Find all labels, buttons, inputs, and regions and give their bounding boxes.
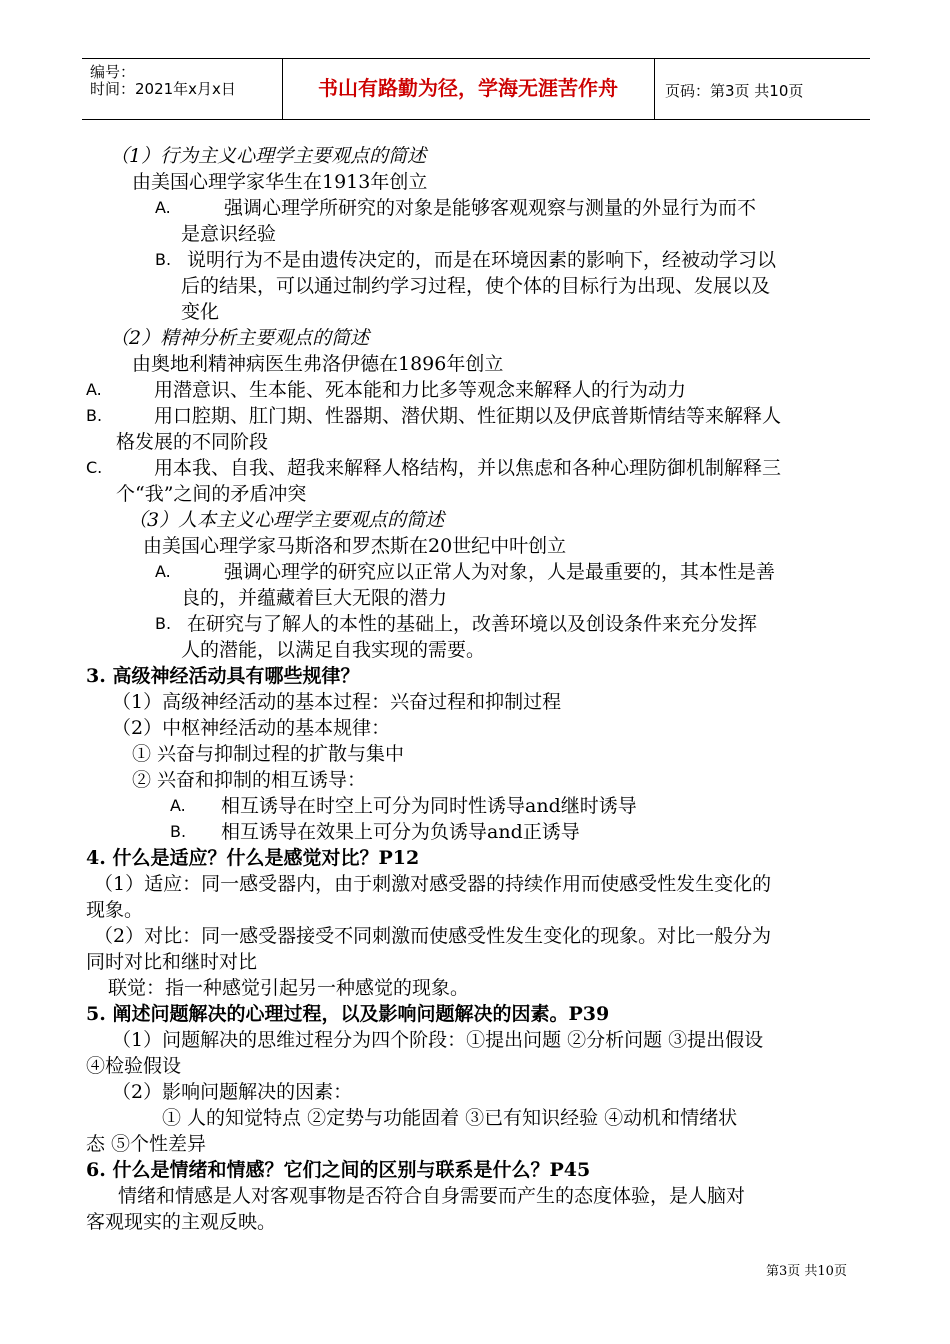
header-bottom-rule bbox=[82, 119, 870, 120]
paragraph-line: 同时对比和继时对比 bbox=[86, 951, 258, 973]
paragraph-line: 由美国心理学家华生在1913年创立 bbox=[132, 171, 428, 193]
list-item-line: 用本我、自我、超我来解释人格结构，并以焦虑和各种心理防御机制解释三 bbox=[154, 457, 782, 479]
list-item-line: 是意识经验 bbox=[181, 223, 277, 245]
paragraph-line: 情绪和情感是人对客观事物是否符合自身需要而产生的态度体验，是人脑对 bbox=[118, 1185, 746, 1207]
list-item-line: 在研究与了解人的本性的基础上，改善环境以及创设条件来充分发挥 bbox=[187, 613, 758, 635]
list-item-line: 强调心理学的研究应以正常人为对象，人是最重要的，其本性是善 bbox=[224, 561, 776, 583]
paragraph-line: （2）影响问题解决的因素： bbox=[112, 1081, 353, 1103]
paragraph-line: 由美国心理学家马斯洛和罗杰斯在20世纪中叶创立 bbox=[143, 535, 567, 557]
paragraph-line: 现象。 bbox=[86, 899, 144, 921]
list-item-line: 格发展的不同阶段 bbox=[116, 431, 269, 453]
paragraph-line: （1）适应：同一感受器内，由于刺激对感受器的持续作用而使感受性发生变化的 bbox=[94, 873, 772, 895]
list-marker: A. bbox=[155, 198, 171, 217]
paragraph-line: 态 ⑤个性差异 bbox=[86, 1133, 207, 1155]
list-item-line: 变化 bbox=[181, 301, 220, 323]
list-item-line: 相互诱导在时空上可分为同时性诱导and继时诱导 bbox=[221, 795, 637, 817]
paragraph-line: 客观现实的主观反映。 bbox=[86, 1211, 277, 1233]
list-marker: B. bbox=[155, 614, 172, 633]
list-item-line: 良的，并蕴藏着巨大无限的潜力 bbox=[181, 587, 448, 609]
list-item-line: 后的结果，可以通过制约学习过程，使个体的目标行为出现、发展以及 bbox=[181, 275, 771, 297]
list-item-line: 个“我”之间的矛盾冲突 bbox=[116, 483, 307, 505]
page-header bbox=[82, 58, 870, 120]
header-motto: 书山有路勤为径，学海无涯苦作舟 bbox=[318, 76, 618, 100]
paragraph-line: ① 人的知觉特点 ②定势与功能固着 ③已有知识经验 ④动机和情绪状 bbox=[162, 1107, 738, 1129]
list-item-line: 人的潜能，以满足自我实现的需要。 bbox=[181, 639, 486, 661]
question-heading: 3. 高级神经活动具有哪些规律？ bbox=[86, 665, 360, 687]
paragraph-line: （2）对比：同一感受器接受不同刺激而使感受性发生变化的现象。对比一般分为 bbox=[94, 925, 772, 947]
list-marker: B. bbox=[170, 822, 187, 841]
paragraph-line: ② 兴奋和抑制的相互诱导： bbox=[132, 769, 367, 791]
paragraph-line: （1）高级神经活动的基本过程：兴奋过程和抑制过程 bbox=[112, 691, 562, 713]
header-page-code: 页码：第3页 共10页 bbox=[665, 82, 804, 100]
list-marker: C. bbox=[86, 458, 103, 477]
list-item-line: 用口腔期、肛门期、性器期、潜伏期、性征期以及伊底普斯情结等来解释人 bbox=[154, 405, 782, 427]
list-marker: A. bbox=[155, 562, 171, 581]
question-heading: 6. 什么是情绪和情感？它们之间的区别与联系是什么？P45 bbox=[86, 1159, 591, 1181]
list-marker: A. bbox=[86, 380, 102, 399]
question-heading: 4. 什么是适应？什么是感觉对比？P12 bbox=[86, 847, 420, 869]
doc-date: 时间：2021年x月x日 bbox=[90, 80, 236, 98]
paragraph-line: 联觉：指一种感觉引起另一种感觉的现象。 bbox=[108, 977, 470, 999]
section-heading: （3）人本主义心理学主要观点的简述 bbox=[128, 509, 445, 531]
list-item-line: 强调心理学所研究的对象是能够客观观察与测量的外显行为而不 bbox=[224, 197, 757, 219]
section-heading: （1）行为主义心理学主要观点的简述 bbox=[110, 145, 427, 167]
header-top-rule bbox=[82, 58, 870, 59]
list-item-line: 说明行为不是由遗传决定的，而是在环境因素的影响下，经被动学习以 bbox=[187, 249, 777, 271]
list-marker: B. bbox=[155, 250, 172, 269]
list-marker: A. bbox=[170, 796, 186, 815]
paragraph-line: ① 兴奋与抑制过程的扩散与集中 bbox=[132, 743, 405, 765]
question-heading: 5. 阐述问题解决的心理过程，以及影响问题解决的因素。P39 bbox=[86, 1003, 610, 1025]
page-footer: 第3页 共10页 bbox=[766, 1264, 847, 1279]
list-item-line: 用潜意识、生本能、死本能和力比多等观念来解释人的行为动力 bbox=[154, 379, 687, 401]
doc-number-label: 编号： bbox=[90, 63, 136, 81]
paragraph-line: （2）中枢神经活动的基本规律： bbox=[112, 717, 391, 739]
paragraph-line: 由奥地利精神病医生弗洛伊德在1896年创立 bbox=[132, 353, 504, 375]
list-item-line: 相互诱导在效果上可分为负诱导and正诱导 bbox=[221, 821, 580, 843]
paragraph-line: ④检验假设 bbox=[86, 1055, 182, 1077]
header-divider bbox=[654, 58, 655, 120]
paragraph-line: （1）问题解决的思维过程分为四个阶段：①提出问题 ②分析问题 ③提出假设 bbox=[112, 1029, 764, 1051]
list-marker: B. bbox=[86, 406, 103, 425]
section-heading: （2）精神分析主要观点的简述 bbox=[110, 327, 370, 349]
